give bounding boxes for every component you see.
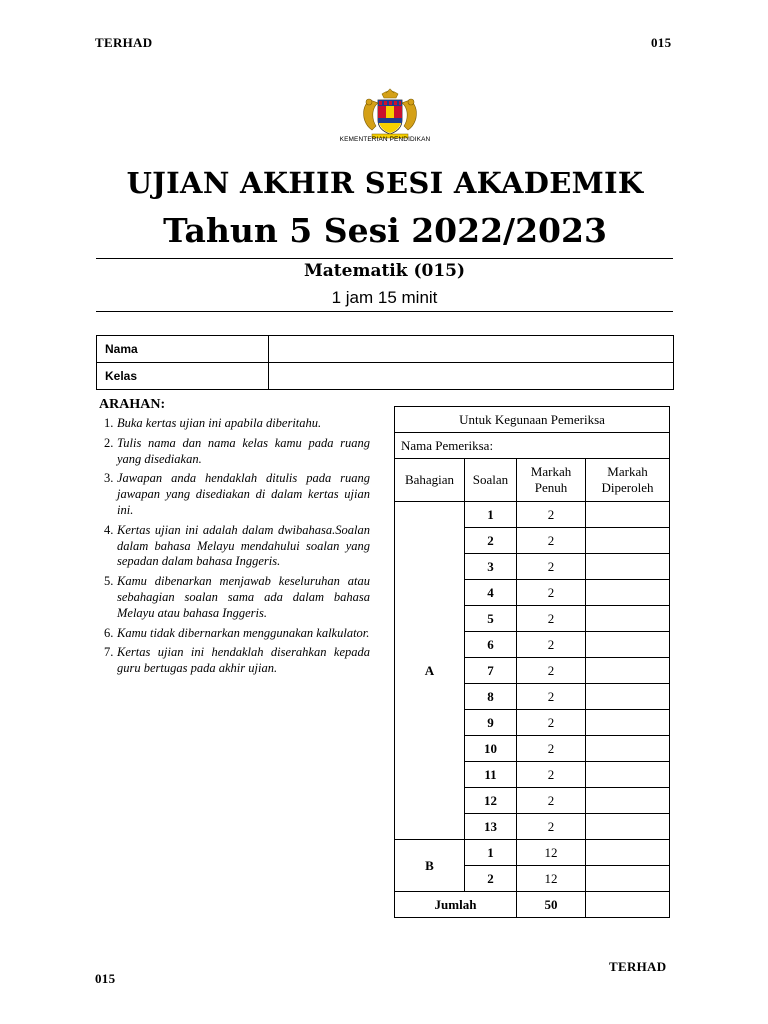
examiner-marks-table [394, 406, 670, 918]
instruction-number: 3. [104, 471, 114, 486]
obtained-marks-field[interactable] [586, 606, 670, 632]
examiner-table-title: Untuk Kegunaan Pemeriksa [395, 407, 670, 433]
student-class-label: Kelas [97, 363, 269, 390]
instruction-item [100, 436, 370, 468]
full-marks: 2 [517, 762, 586, 788]
student-class-row [97, 363, 674, 390]
question-number: 12 [465, 788, 517, 814]
student-name-label: Nama [97, 336, 269, 363]
obtained-marks-field[interactable] [586, 788, 670, 814]
header-soalan: Soalan [465, 459, 517, 502]
full-marks: 2 [517, 632, 586, 658]
instructions-list [100, 416, 370, 681]
section-label: A [395, 502, 465, 840]
full-marks: 2 [517, 788, 586, 814]
question-number: 3 [465, 554, 517, 580]
exam-duration: 1 jam 15 minit [331, 288, 438, 307]
instruction-text: Buka kertas ujian ini apabila diberitahu. [117, 416, 322, 430]
obtained-marks-field[interactable] [586, 736, 670, 762]
full-marks: 2 [517, 502, 586, 528]
footer-classification: TERHAD [609, 959, 667, 974]
instruction-text: Tulis nama dan nama kelas kamu pada ruang yang disediakan. [117, 435, 370, 466]
instruction-text: Kertas ujian ini hendaklah diserahkan kepada guru bertugas pada akhir ujian. [117, 645, 370, 676]
instruction-number: 1. [104, 416, 114, 430]
ministry-label: KEMENTERIAN PENDIDIKAN [339, 136, 431, 143]
student-info-table [96, 335, 674, 390]
student-class-field[interactable] [269, 363, 674, 390]
question-number: 4 [465, 580, 517, 606]
full-marks: 12 [517, 840, 586, 866]
header-paper-code: 015 [651, 35, 672, 50]
obtained-marks-field[interactable] [586, 632, 670, 658]
total-label: Jumlah [395, 892, 517, 918]
instruction-item [100, 626, 370, 642]
instruction-item [100, 416, 370, 432]
examiner-name-field[interactable]: Nama Pemeriksa: [395, 433, 670, 459]
full-marks: 2 [517, 658, 586, 684]
title-divider-top [96, 258, 673, 259]
full-marks: 2 [517, 528, 586, 554]
question-number: 1 [465, 502, 517, 528]
obtained-marks-field[interactable] [586, 866, 670, 892]
obtained-marks-field[interactable] [586, 814, 670, 840]
obtained-marks-field[interactable] [586, 840, 670, 866]
obtained-marks-field[interactable] [586, 580, 670, 606]
exam-year-session: Tahun 5 Sesi 2022/2023 [163, 211, 607, 250]
subject-title: Matematik (015) [303, 261, 466, 281]
question-number: 2 [465, 528, 517, 554]
student-name-field[interactable] [269, 336, 674, 363]
question-number: 6 [465, 632, 517, 658]
instruction-text: Jawapan anda hendaklah ditulis pada ruang jawapan yang disediakan di dalam kertas ujian ini. [117, 471, 370, 517]
question-number: 5 [465, 606, 517, 632]
obtained-marks-field[interactable] [586, 684, 670, 710]
obtained-marks-field[interactable] [586, 658, 670, 684]
instruction-number: 5. [104, 574, 114, 589]
obtained-marks-field[interactable] [586, 502, 670, 528]
header-bahagian: Bahagian [395, 459, 465, 502]
instruction-item [100, 471, 370, 518]
exam-title: UJIAN AKHIR SESI AKADEMIK [126, 166, 644, 200]
total-obtained-marks[interactable] [586, 892, 670, 918]
instruction-text: Kertas ujian ini adalah dalam dwibahasa.Soalan dalam bahasa Melayu mendahului soalan yang sepadan dalam bahasa Inggeris. [117, 522, 370, 569]
header-classification: TERHAD [95, 35, 153, 50]
full-marks: 2 [517, 580, 586, 606]
instruction-item [100, 574, 370, 621]
total-full-marks: 50 [517, 892, 586, 918]
instructions-heading: ARAHAN: [99, 397, 166, 412]
question-number: 8 [465, 684, 517, 710]
instruction-item [100, 645, 370, 677]
question-number: 2 [465, 866, 517, 892]
question-number: 1 [465, 840, 517, 866]
instruction-number: 7. [104, 645, 114, 660]
student-name-row [97, 336, 674, 363]
footer-paper-code: 015 [95, 971, 116, 986]
full-marks: 2 [517, 606, 586, 632]
instruction-number: 2. [104, 435, 114, 450]
full-marks: 2 [517, 684, 586, 710]
full-marks: 2 [517, 814, 586, 840]
instruction-number: 6. [104, 625, 114, 640]
question-number: 9 [465, 710, 517, 736]
obtained-marks-field[interactable] [586, 554, 670, 580]
header-markah-diperoleh: Markah Diperoleh [586, 459, 670, 502]
header-markah-penuh: Markah Penuh [517, 459, 586, 502]
instruction-item [100, 523, 370, 570]
obtained-marks-field[interactable] [586, 710, 670, 736]
question-number: 13 [465, 814, 517, 840]
obtained-marks-field[interactable] [586, 528, 670, 554]
instruction-number: 4. [104, 522, 114, 537]
title-divider-bottom [96, 311, 673, 312]
full-marks: 2 [517, 554, 586, 580]
question-number: 10 [465, 736, 517, 762]
full-marks: 2 [517, 710, 586, 736]
marks-row [395, 502, 670, 528]
question-number: 7 [465, 658, 517, 684]
marks-row [395, 840, 670, 866]
full-marks: 2 [517, 736, 586, 762]
full-marks: 12 [517, 866, 586, 892]
instruction-text: Kamu dibenarkan menjawab keseluruhan atau sebahagian soalan sama ada dalam bahasa Melayu atau bahasa Inggeris. [117, 574, 370, 620]
obtained-marks-field[interactable] [586, 762, 670, 788]
question-number: 11 [465, 762, 517, 788]
instruction-text: Kamu tidak dibernarkan menggunakan kalkulator. [117, 625, 370, 640]
section-label: B [395, 840, 465, 892]
